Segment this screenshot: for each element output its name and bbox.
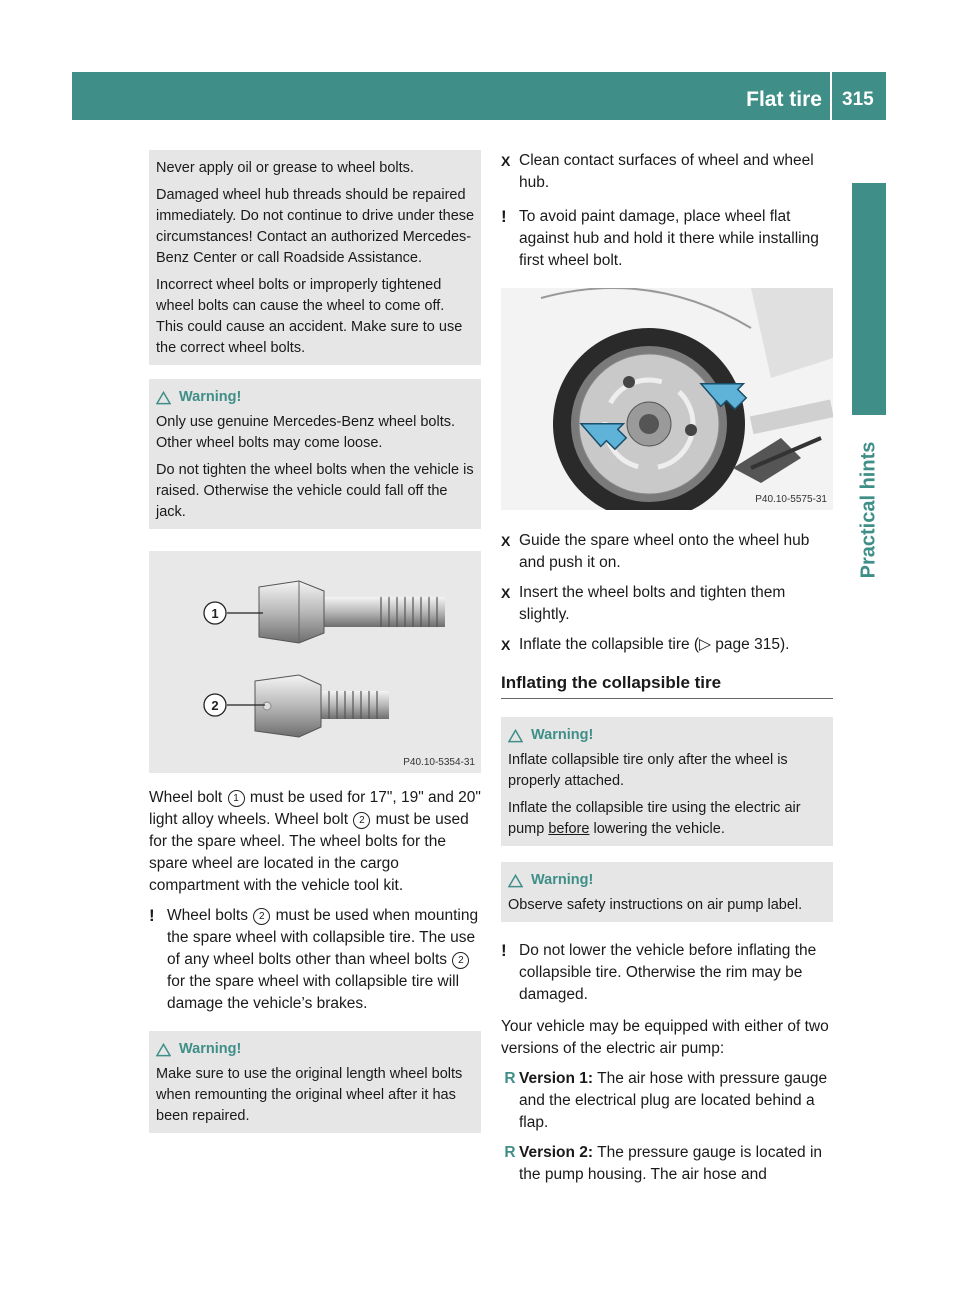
page-title: Flat tire [746, 88, 822, 111]
bullet-mark: R [504, 1144, 516, 1161]
spare-wheel-illustration [501, 288, 833, 510]
warning-text: Do not tighten the wheel bolts when the vehicle is raised. Otherwise the vehicle could fall off the jack. [156, 462, 474, 520]
list-item: R Version 2: The pressure gauge is located in the pump housing. The air hose and [501, 1142, 833, 1186]
bullet-mark: R [504, 1070, 516, 1087]
caution-mark: ! [501, 207, 507, 226]
warning-heading: Warning! [156, 1039, 475, 1060]
warning-text: Only use genuine Mercedes-Benz wheel bolts. Other wheel bolts may come loose. [156, 414, 456, 451]
info-text: Never apply oil or grease to wheel bolts. [156, 160, 414, 176]
page-ref-arrow-icon: ▷ [699, 636, 711, 653]
caution-text: To avoid paint damage, place wheel flat against hub and hold it there while installing first wheel bolt. [519, 208, 819, 269]
warning-icon [508, 729, 523, 743]
wheel-bolts-figure [149, 551, 481, 773]
warning-text: Make sure to use the original length wheel bolts when remounting the original wheel after it has been repaired. [156, 1066, 463, 1124]
instruction-step: X Inflate the collapsible tire (▷ page 315). [501, 634, 833, 656]
info-box [149, 150, 481, 365]
caution-mark: ! [501, 941, 507, 960]
warning-icon [508, 874, 523, 888]
warning-text: Inflate the collapsible tire using the electric air pump before lowering the vehicle. [508, 800, 801, 837]
caution-mark: ! [149, 906, 155, 925]
warning-icon [156, 1043, 171, 1057]
warning-box [501, 717, 833, 846]
callout-ref-1: 1 [228, 790, 245, 807]
right-column [501, 150, 833, 1194]
list-item: R Version 1: The air hose with pressure gauge and the electrical plug are located behind a flap. [501, 1068, 833, 1134]
section-label: Practical hints [857, 441, 880, 579]
warning-text: Inflate collapsible tire only after the wheel is properly attached. [508, 752, 788, 789]
step-marker-icon: X [501, 585, 511, 601]
step-marker-icon: X [501, 153, 511, 169]
header-divider [830, 72, 832, 120]
instruction-step: X Clean contact surfaces of wheel and wheel hub. [501, 150, 833, 194]
instruction-step: X Insert the wheel bolts and tighten them slightly. [501, 582, 833, 626]
caution-note [149, 905, 481, 1015]
warning-box [149, 379, 481, 529]
warning-heading: Warning! [508, 870, 827, 891]
warning-heading: Warning! [156, 387, 475, 408]
callout-1: 1 [211, 606, 219, 621]
warning-icon [156, 391, 171, 405]
info-text: Incorrect wheel bolts or improperly tightened wheel bolts can cause the wheel to come off. This could cause an accident. Make sure to use the correct wheel bolts. [156, 277, 463, 356]
body-paragraph: Wheel bolt 1 must be used for 17", 19" and 20" light alloy wheels. Wheel bolt 2 must be used for the spare wheel. The wheel bolts for the spare wheel are located in the cargo compartment with the vehicle tool kit. [149, 789, 481, 894]
body-paragraph: Your vehicle may be equipped with either of two versions of the electric air pump: [501, 1018, 829, 1057]
callout-ref-2: 2 [353, 812, 370, 829]
callout-2: 2 [211, 698, 219, 713]
caution-note [501, 940, 833, 1006]
caution-text: Do not lower the vehicle before inflating the collapsible tire. Otherwise the rim may be damaged. [519, 942, 817, 1003]
warning-heading: Warning! [508, 725, 827, 746]
figure-code: P40.10-5354-31 [403, 757, 475, 768]
warning-box [501, 862, 833, 922]
side-tab [852, 183, 886, 415]
left-column [149, 150, 481, 1145]
step-marker-icon: X [501, 637, 511, 653]
warning-text: Observe safety instructions on air pump label. [508, 897, 803, 913]
warning-box [149, 1031, 481, 1133]
caution-text: Wheel bolts 2 must be used when mounting the spare wheel with collapsible tire. The use of any wheel bolts other than wheel bolts 2 for the spare wheel with collapsible tire will damage the vehicle’s brakes. [167, 907, 479, 1012]
step-marker-icon: X [501, 533, 511, 549]
caution-note [501, 206, 833, 272]
figure-code: P40.10-5575-31 [755, 494, 827, 505]
instruction-step: X Guide the spare wheel onto the wheel hub and push it on. [501, 530, 833, 574]
section-heading: Inflating the collapsible tire [501, 672, 833, 699]
page-number: 315 [842, 89, 874, 110]
spare-wheel-figure [501, 288, 833, 510]
info-text: Damaged wheel hub threads should be repaired immediately. Do not continue to drive under these circumstances! Contact an authorized Mercedes-Benz Center or call Roadside Assistance. [156, 187, 475, 266]
wheel-bolts-illustration [149, 551, 481, 773]
